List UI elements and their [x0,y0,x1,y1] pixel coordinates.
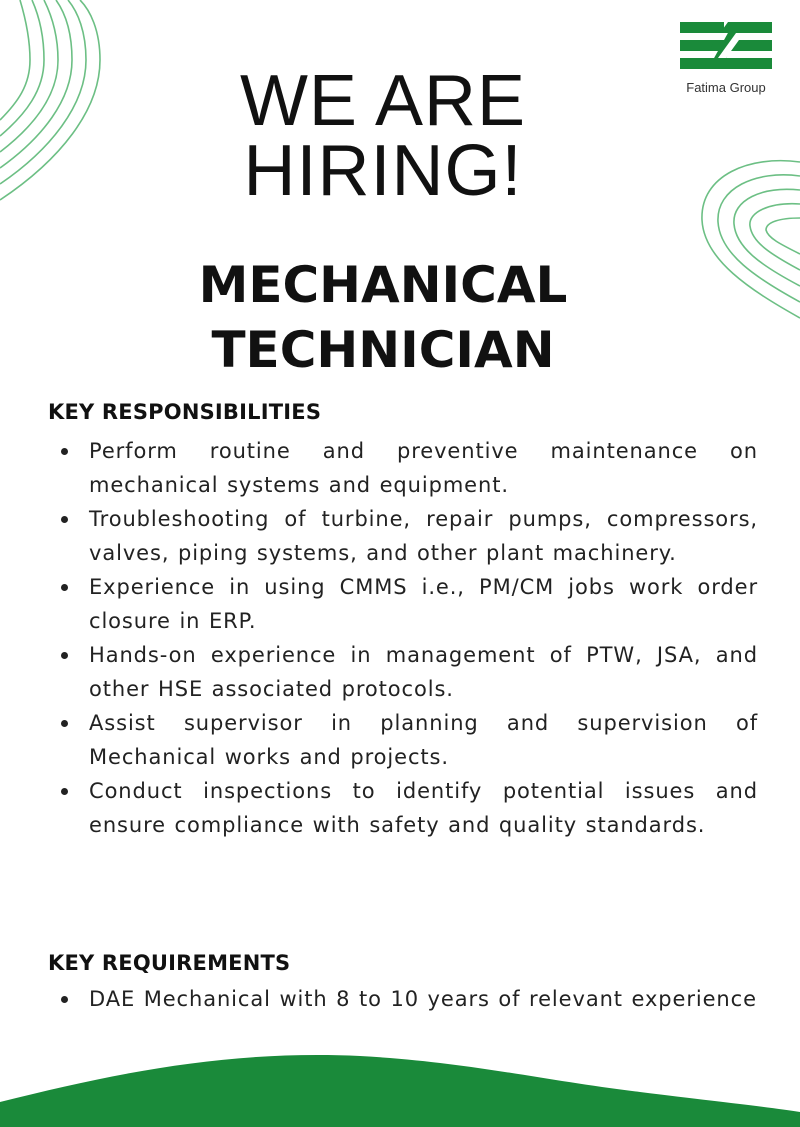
job-title-line-2: TECHNICIAN [211,321,555,379]
bottom-green-wave [0,1052,800,1127]
requirements-list [48,982,758,1016]
list-item: Hands-on experience in management of PTW, JSA, and other HSE associated protocols. [48,638,758,706]
list-item: Assist supervisor in planning and supervision of Mechanical works and projects. [48,706,758,774]
list-item: Experience in using CMMS i.e., PM/CM jobs work order closure in ERP. [48,570,758,638]
headline-line-2: HIRING! [243,131,523,211]
list-item: Perform routine and preventive maintenance on mechanical systems and equipment. [48,434,758,502]
responsibilities-list [48,434,758,842]
requirements-heading: KEY REQUIREMENTS [48,951,291,975]
list-item: DAE Mechanical with 8 to 10 years of relevant experience [48,982,758,1016]
hiring-headline [0,61,766,211]
responsibilities-heading: KEY RESPONSIBILITIES [48,400,322,424]
job-title [0,253,766,383]
logo-text: Fatima Group [686,80,766,95]
list-item: Conduct inspections to identify potential issues and ensure compliance with safety and quality standards. [48,774,758,842]
list-item: Troubleshooting of turbine, repair pumps, compressors, valves, piping systems, and other plant machinery. [48,502,758,570]
headline-line-1: WE ARE [239,61,527,141]
job-title-line-1: MECHANICAL [198,256,568,314]
